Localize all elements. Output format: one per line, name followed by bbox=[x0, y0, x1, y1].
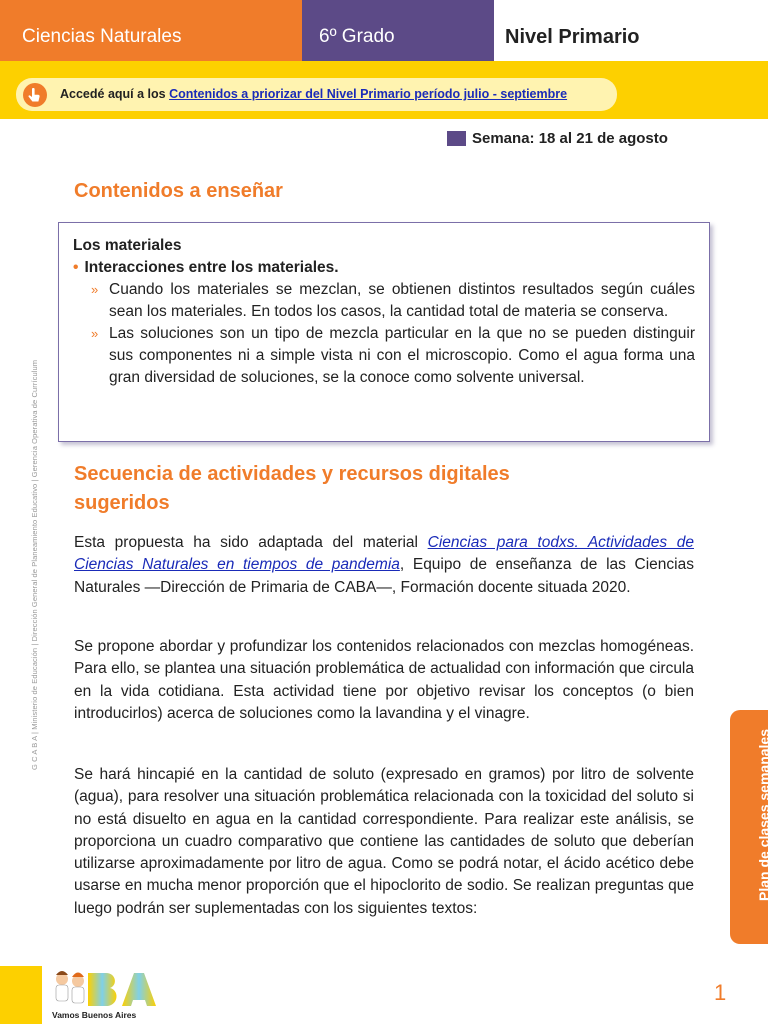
week-square-marker bbox=[447, 131, 466, 146]
priority-contents-link[interactable]: Contenidos a priorizar del Nivel Primario período julio - septiembre bbox=[169, 87, 568, 101]
section-title-sequence bbox=[74, 460, 510, 518]
contents-box bbox=[58, 222, 710, 442]
paragraph-1 bbox=[74, 532, 694, 599]
bullet-dot-icon: • bbox=[73, 259, 79, 276]
paragraph-3: Se hará hincapié en la cantidad de soluto (expresado en gramos) por litro de solvente (agua), para resolver una situación problemática relacionada con la toxicidad del soluto si no está disuelto en agua en la cantidad correspondiente. Para realizar este análisis, se proporciona un cuadro comparativo que contiene las cantidades de soluto que deberían utilizarse aproximadamente por litro de agua. Como se podrá notar, el ácido acético debe usarse en mucha menor proporción que el hipoclorito de sodio. Se realizan preguntas que luego podrán ser suplementadas con los siguientes textos: bbox=[74, 766, 694, 917]
subject-label: Ciencias Naturales bbox=[0, 0, 302, 61]
section-title-line-1: Secuencia de actividades y recursos digitales bbox=[74, 463, 510, 485]
section-title-contents: Contenidos a enseñar bbox=[74, 180, 283, 202]
page-number: 1 bbox=[714, 980, 727, 1005]
logo-caption: Vamos Buenos Aires bbox=[52, 1010, 137, 1020]
material-link[interactable]: Ciencias para todxs. Actividades de Ciencias Naturales en tiempos de pandemia bbox=[74, 534, 694, 574]
box-title: Los materiales bbox=[73, 237, 182, 254]
bullet-text: Interacciones entre los materiales. bbox=[84, 259, 339, 276]
bullet-item bbox=[73, 257, 695, 279]
grade-label: 6º Grado bbox=[302, 0, 494, 61]
chevron-right-icon: » bbox=[91, 282, 99, 297]
paragraph-1-end: , Equipo de enseñanza de las Ciencias Naturales —Dirección de Primaria de CABA—, Formación docente situada 2020. bbox=[74, 556, 694, 596]
paragraph-2: Se propone abordar y profundizar los contenidos relacionados con mezclas homogéneas. Para ello, se plantea una situación problemática de actualidad con información que circula en la vida cotidiana. Esta actividad tiene por objetivo revisar los conceptos (o bien introducirlos) acerca de soluciones como la lavandina y el vinagre. bbox=[74, 638, 694, 722]
side-credit-text: G C A B A | Ministerio de Educación | Dirección General de Planeamiento Educativo | Gerencia Operativa de Currículum bbox=[30, 359, 39, 770]
weekly-plan-tab-label: Plan de clases semanales bbox=[756, 729, 772, 901]
level-label: Nivel Primario bbox=[494, 0, 768, 61]
section-title-line-2: sugeridos bbox=[74, 492, 170, 514]
sub-item-2 bbox=[73, 323, 695, 389]
chevron-right-icon: » bbox=[91, 326, 99, 341]
priority-contents-banner bbox=[16, 78, 617, 111]
footer-yellow-bar bbox=[0, 966, 42, 1024]
banner-prefix: Accedé aquí a los bbox=[60, 87, 170, 101]
sub-item-text: Cuando los materiales se mezclan, se obtienen distintos resultados según cuáles sean los materiales. En todos los casos, la cantidad total de materia se conserva. bbox=[109, 281, 695, 320]
sub-item-text: Las soluciones son un tipo de mezcla particular en la que no se pueden distinguir sus componentes ni a simple vista ni con el microscopio. Como el agua forma una gran diversidad de soluciones, se la conoce como solvente universal. bbox=[109, 325, 695, 386]
sub-item-1 bbox=[73, 279, 695, 323]
week-label: Semana: 18 al 21 de agosto bbox=[472, 130, 668, 147]
paragraph-1-start: Esta propuesta ha sido adaptada del material bbox=[74, 534, 428, 551]
pointer-hand-icon bbox=[22, 82, 48, 108]
